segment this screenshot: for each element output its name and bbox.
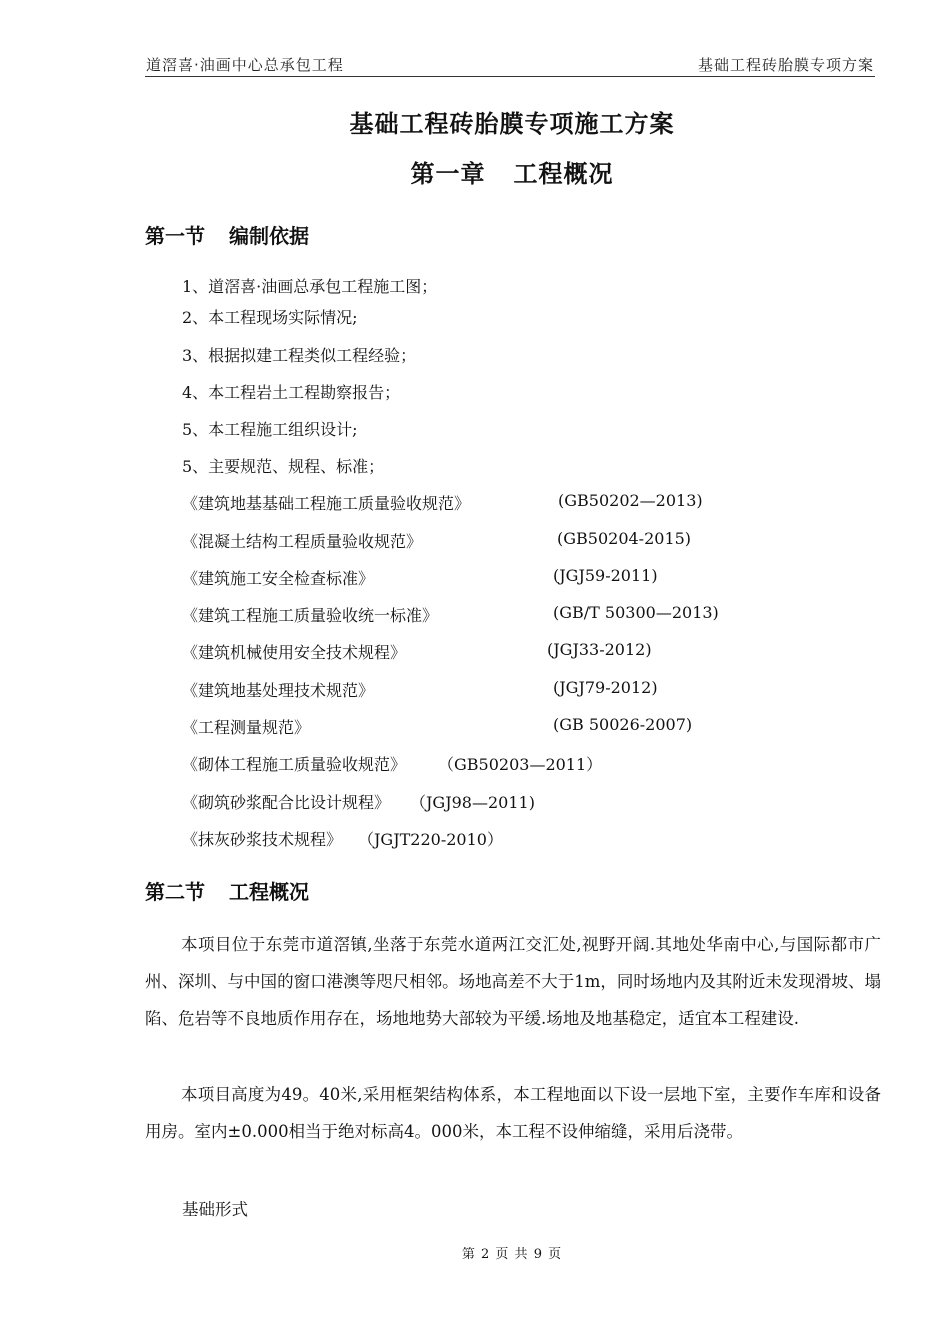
overview-paragraph: 本项目高度为49。40米,采用框架结构体系，本工程地面以下设一层地下室，主要作车库和设备用房。室内±0.000相当于绝对标高4。000米，本工程不设伸缩缝，采用后浇带。 xyxy=(145,1085,881,1141)
standard-code: （JGJT220-2010） xyxy=(358,830,503,849)
basis-item: 5、本工程施工组织设计; xyxy=(182,420,358,439)
standard-name: 《砌筑砂浆配合比设计规程》 xyxy=(182,793,391,812)
page-number: 第 2 页 共 9 页 xyxy=(461,1247,563,1262)
section2-name: 工程概况 xyxy=(229,880,309,904)
section1-name: 编制依据 xyxy=(229,224,309,248)
standard-code: (GB50204-2015) xyxy=(557,529,692,548)
overview-paragraph: 本项目位于东莞市道滘镇,坐落于东莞水道两江交汇处,视野开阔.其地处华南中心,与国际都市广州、深圳、与中国的窗口港澳等咫尺相邻。场地高差不大于1m，同时场地内及其附近未发现滑坡、塌陷、危岩等不良地质作用存在，场地地势大部较为平缓.场地及地基稳定，适宜本工程建设. xyxy=(145,935,881,1028)
section2-number: 第二节 xyxy=(145,880,205,904)
section1-heading xyxy=(145,220,309,249)
standard-name: 《建筑地基处理技术规范》 xyxy=(182,681,375,700)
chapter-heading xyxy=(0,154,950,189)
standard-name: 《混凝土结构工程质量验收规范》 xyxy=(182,532,423,551)
basis-item: 4、本工程岩土工程勘察报告； xyxy=(182,383,401,402)
header-divider xyxy=(145,76,875,77)
standard-code: （JGJ98—2011) xyxy=(410,793,535,812)
standard-code: (JGJ59-2011) xyxy=(553,566,658,585)
header-document-name: 基础工程砖胎膜专项方案 xyxy=(697,56,874,74)
standard-name: 《砌体工程施工质量验收规范》 xyxy=(182,755,407,774)
document-title: 基础工程砖胎膜专项施工方案 xyxy=(349,110,675,138)
section1-number: 第一节 xyxy=(145,224,205,248)
standard-code: (GB50202—2013) xyxy=(558,491,703,510)
basis-item: 3、根据拟建工程类似工程经验； xyxy=(182,346,417,365)
header-project-name: 道滘喜·油画中心总承包工程 xyxy=(146,56,344,74)
chapter-number: 第一章 xyxy=(410,160,486,188)
standard-name: 《建筑地基基础工程施工质量验收规范》 xyxy=(182,494,471,513)
basis-item: 5、主要规范、规程、标准； xyxy=(182,457,385,476)
section2-heading xyxy=(145,876,309,905)
basis-item: 1、道滘喜·油画总承包工程施工图； xyxy=(182,277,438,296)
standard-code: (GB/T 50300—2013) xyxy=(553,603,719,622)
standard-code: (JGJ33-2012) xyxy=(547,640,652,659)
standard-name: 《抹灰砂浆技术规程》 xyxy=(182,830,343,849)
basis-item: 2、本工程现场实际情况; xyxy=(182,308,358,327)
standard-code: （GB50203—2011） xyxy=(438,755,603,774)
standard-name: 《工程测量规范》 xyxy=(182,718,311,737)
standard-name: 《建筑机械使用安全技术规程》 xyxy=(182,643,407,662)
standard-code: (JGJ79-2012) xyxy=(553,678,658,697)
chapter-name: 工程概况 xyxy=(513,160,614,188)
standard-code: (GB 50026-2007) xyxy=(553,715,693,734)
foundation-type-heading: 基础形式 xyxy=(182,1200,248,1219)
standard-name: 《建筑施工安全检查标准》 xyxy=(182,569,375,588)
standard-name: 《建筑工程施工质量验收统一标准》 xyxy=(182,606,439,625)
